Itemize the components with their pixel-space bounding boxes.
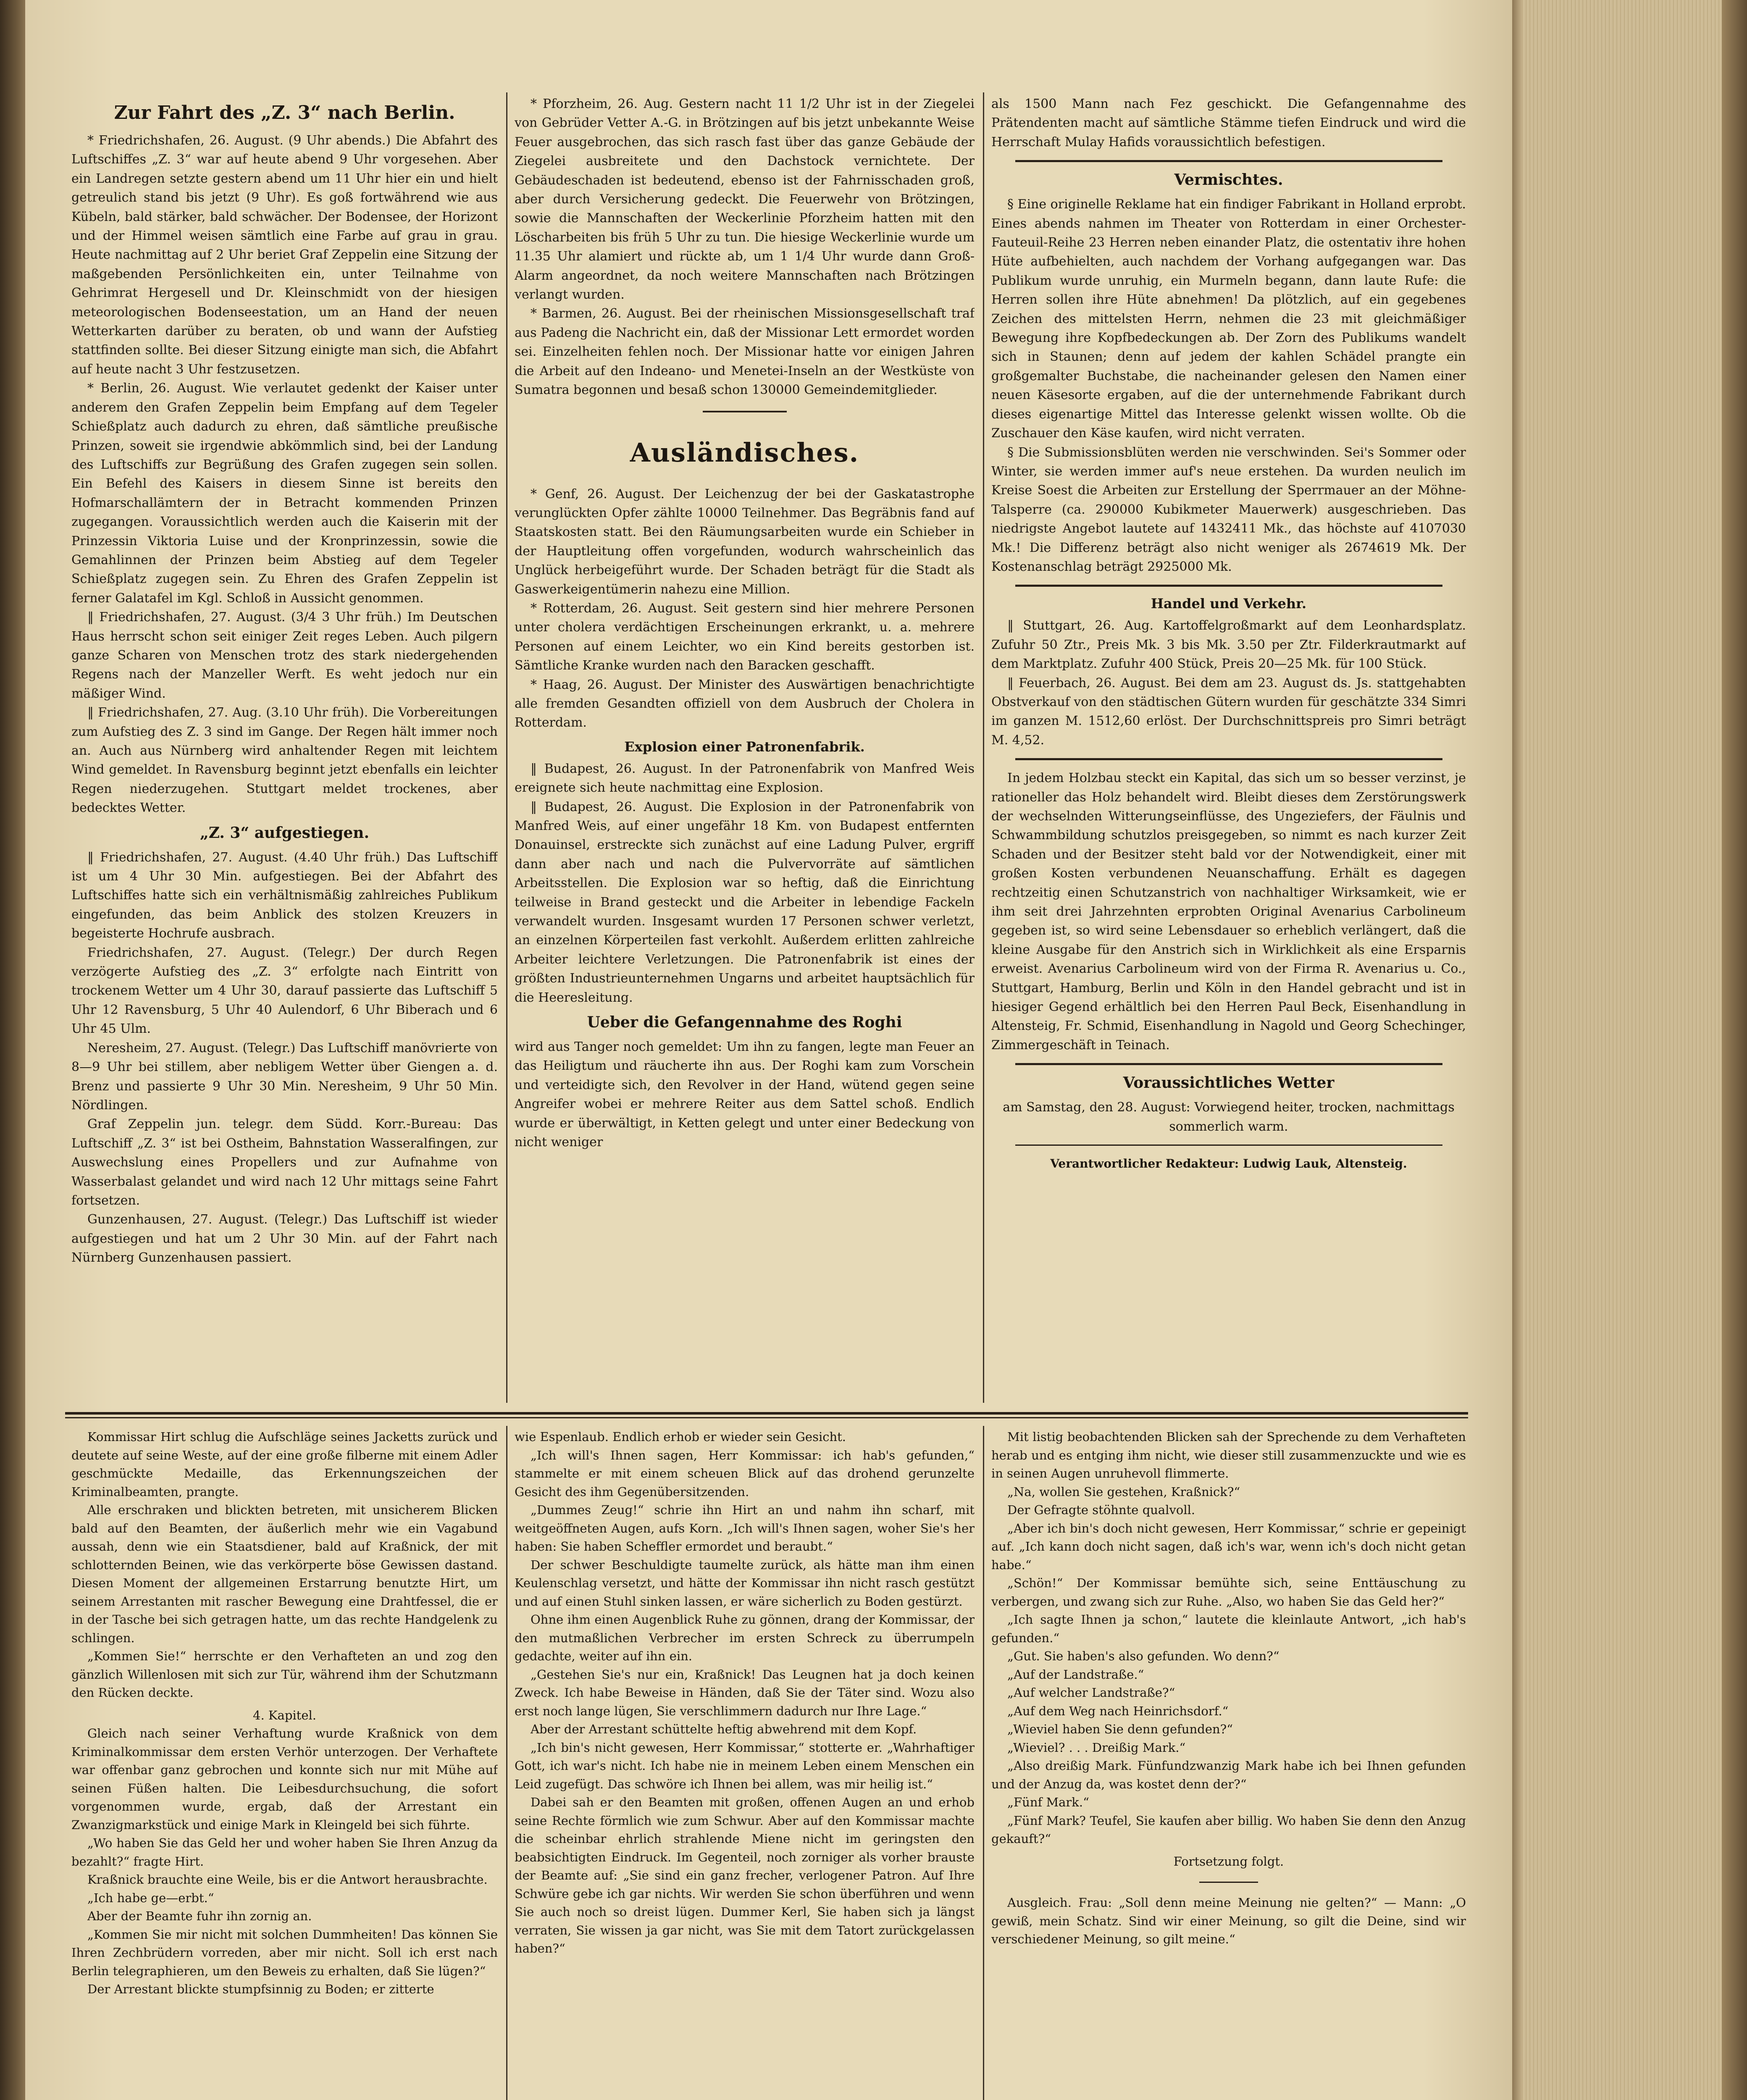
paragraph: „Ich will's Ihnen sagen, Herr Kommissar: ich hab's gefunden,“ stammelte er mit einem scheuen Blick auf das drohend gerunzelte Gesicht des ihm Gegenübersitzenden. (515, 1448, 975, 1499)
paragraph: Friedrichshafen, 27. August. (Telegr.) Der durch Regen verzögerte Aufstieg des „Z. 3“ erfolgte nach Eintritt von trockenem Wetter um 4 Uhr 30, darauf passierte das Luftschiff 5 Uhr 12 Ravensburg, 5 Uhr 40 Aulendorf, 6 Uhr Biberach und 6 Uhr 45 Ulm. (71, 945, 498, 1037)
column-rule (506, 92, 507, 1403)
paragraph: Kommissar Hirt schlug die Aufschläge seines Jacketts zurück und deutete auf seine Weste, auf der eine große filberne mit einem Adler geschmückte Medaille, das Erkennungszeichen der Kriminalbeamten, prangte. (71, 1430, 498, 1499)
page-edge-shadow (1512, 0, 1522, 2100)
editor-line: Verantwortlicher Redakteur: Ludwig Lauk, Altensteig. (1050, 1157, 1407, 1171)
paragraph: „Na, wollen Sie gestehen, Kraßnick?“ (1007, 1484, 1240, 1499)
article-title: Zur Fahrt des „Z. 3“ nach Berlin. (114, 102, 455, 123)
section-heading: Voraussichtliches Wetter (1123, 1074, 1335, 1092)
continuation-note: Fortsetzung folgt. (1173, 1854, 1284, 1869)
separator-rule (1015, 585, 1442, 587)
paragraph: „Schön!“ Der Kommissar bemühte sich, seine Enttäuschung zu verbergen, und zwang sich zur Ruhe. „Also, wo haben Sie das Geld her?“ (991, 1576, 1466, 1609)
paragraph: Der Arrestant blickte stumpfsinnig zu Boden; er zitterte (87, 1982, 434, 1996)
paragraph: Der Gefragte stöhnte qualvoll. (1007, 1503, 1195, 1517)
feuilleton-divider (65, 1412, 1468, 1415)
separator-rule (1015, 758, 1442, 760)
paragraph: Der schwer Beschuldigte taumelte zurück, als hätte man ihm einen Keulenschlag versetzt, und hätte der Kommissar ihn nicht rasch gestützt und auf einen Stuhl sinken lassen, er wäre sicherlich zu Boden gestürzt. (515, 1557, 975, 1609)
paragraph: ‖ Friedrichshafen, 27. August. (4.40 Uhr früh.) Das Luftschiff ist um 4 Uhr 30 Min. aufgestiegen. Bei der Abfahrt des Luftschiffes hatte sich ein verhältnismäßig zahlreiches Publikum eingefunden, das beim Anblick des stolzen Kreuzers in begeisterte Hochrufe ausbrach. (71, 850, 498, 941)
paragraph: Gunzenhausen, 27. August. (Telegr.) Das Luftschiff ist wieder aufgestiegen und hat um 2 Uhr 30 Min. auf der Fahrt nach Nürnberg Gunzenhausen passiert. (71, 1212, 498, 1265)
paragraph: „Wieviel? . . . Dreißig Mark.“ (1007, 1740, 1186, 1755)
section-heading: Ueber die Gefangennahme des Roghi (587, 1013, 902, 1032)
feuilleton-divider (65, 1417, 1468, 1418)
paragraph: als 1500 Mann nach Fez geschickt. Die Gefangennahme des Prätendenten macht auf sämtliche Stämme tiefen Eindruck und wird die Herrschaft Mulay Hafids voraussichtlich befestigen. (991, 97, 1466, 150)
paragraph: „Wo haben Sie das Geld her und woher haben Sie Ihren Anzug da bezahlt?“ fragte Hirt. (71, 1836, 498, 1869)
paragraph: ‖ Feuerbach, 26. August. Bei dem am 23. August ds. Js. stattgehabten Obstverkauf von den städtischen Gütern wurden für geschätzte 334 Simri im ganzen M. 1512,60 erlöst. Der Durchschnittspreis pro Simri beträgt M. 4,52. (991, 675, 1466, 748)
paragraph: „Auf der Landstraße.“ (1007, 1667, 1144, 1682)
binding-left (0, 0, 25, 2100)
paragraph: ‖ Stuttgart, 26. Aug. Kartoffelgroßmarkt auf dem Leonhardsplatz. Zufuhr 50 Ztr., Preis Mk. 3 bis Mk. 3.50 per Ztr. Filderkrautmarkt auf dem Marktplatz. Zufuhr 400 Stück, Preis 20—25 Mk. für 100 Stück. (991, 618, 1466, 672)
page-stack-edge (1512, 0, 1747, 2100)
paragraph: „Auf dem Weg nach Heinrichsdorf.“ (1007, 1704, 1229, 1718)
paragraph: „Also dreißig Mark. Fünfundzwanzig Mark habe ich bei Ihnen gefunden und der Anzug da, was kostet denn der?“ (991, 1759, 1466, 1791)
feuilleton-column-1 (71, 1428, 498, 2100)
paragraph: „Gestehen Sie's nur ein, Kraßnick! Das Leugnen hat ja doch keinen Zweck. Ich habe Beweise in Händen, daß Sie der Täter sind. Wozu also erst noch lange lügen, Sie verschlimmern dadurch nur Ihre Lage.“ (515, 1667, 975, 1718)
feuilleton-column-2 (515, 1428, 975, 2100)
newspaper-page (25, 0, 1512, 2100)
paragraph: „Ich sagte Ihnen ja schon,“ lautete die kleinlaute Antwort, „ich hab's gefunden.“ (991, 1612, 1466, 1645)
separator-rule (1015, 1063, 1442, 1065)
chapter-heading: 4. Kapitel. (253, 1708, 316, 1722)
paragraph: * Berlin, 26. August. Wie verlautet gedenkt der Kaiser unter anderem den Grafen Zeppelin beim Empfang auf dem Tegeler Schießplatz auch dadurch zu ehren, daß sämtliche preußische Prinzen, soweit sie irgendwie abkömmlich sind, bei der Landung des Luftschiffs zur Begrüßung des Grafen zugegen sein sollen. Ein Befehl des Kaisers in diesem Sinne ist bereits den Hofmarschallämtern der in Betracht kommenden Prinzen zugegangen. Voraussichtlich werden auch die Kaiserin mit der Prinzessin Viktoria Luise und der Kronprinzessin, sowie die Gemahlinnen der Prinzen beim Abstieg auf dem Tegeler Schießplatz zugegen sein. Zu Ehren des Grafen Zeppelin ist ferner Galatafel im Kgl. Schloß in Aussicht genommen. (71, 381, 498, 606)
paragraph: Aber der Beamte fuhr ihn zornig an. (87, 1909, 312, 1923)
paragraph: Ohne ihm einen Augenblick Ruhe zu gönnen, drang der Kommissar, der den mutmaßlichen Verbrecher im ersten Schreck zu überrumpeln gedachte, weiter auf ihn ein. (515, 1612, 975, 1663)
paragraph: Ausgleich. Frau: „Soll denn meine Meinung nie gelten?“ — Mann: „O gewiß, mein Schatz. Sind wir einer Meinung, so gilt die Deine, sind wir verschiedener Meinung, so gilt meine.“ (991, 1895, 1466, 1946)
paragraph: wie Espenlaub. Endlich erhob er wieder sein Gesicht. (515, 1430, 846, 1444)
paragraph: § Eine originelle Reklame hat ein findiger Fabrikant in Holland erprobt. Eines abends nahmen im Theater von Rotterdam in einer Orchester-Fauteuil-Reihe 23 Herren neben einander Platz, die ostentativ ihre hohen Hüte aufbehielten, auch nachdem der Vorhang aufgegangen war. Das Publikum wurde unruhig, ein Murmeln begann, dann laute Rufe: die Herren sollen ihre Hüte abnehmen! Da plötzlich, auf ein gegebenes Zeichen des mittelsten Herrn, nehmen die 23 mit gleichmäßiger Bewegung ihre Kopfbedeckungen ab. Der Zorn des Publikums wandelt sich in Staunen; denn auf jedem der kahlen Schädel prangte ein großgemalter Buchstabe, die nacheinander gelesen den Namen einer neuen Käsesorte ergaben, auf die der unternehmende Fabrikant durch dieses eigenartige Mittel das Interesse gelenkt wissen wollte. Ob die Zuschauer den Käse kaufen, wird nicht verraten. (991, 197, 1466, 441)
paragraph: * Haag, 26. August. Der Minister des Auswärtigen benachrichtigte alle fremden Gesandten offiziell von dem Ausbruch der Cholera in Rotterdam. (515, 677, 975, 730)
separator-rule (1199, 1882, 1258, 1883)
paragraph: „Ich habe ge—erbt.“ (87, 1890, 214, 1905)
paragraph: Aber der Arrestant schüttelte heftig abwehrend mit dem Kopf. (531, 1722, 917, 1736)
separator-rule (703, 411, 787, 412)
paragraph: „Aber ich bin's doch nicht gewesen, Herr Kommissar,“ schrie er gepeinigt auf. „Ich kann doch nicht sagen, daß ich's war, wenn ich's doch nicht getan habe.“ (991, 1521, 1466, 1572)
feuilleton-column-3 (991, 1428, 1466, 2100)
paragraph: * Friedrichshafen, 26. August. (9 Uhr abends.) Die Abfahrt des Luftschiffes „Z. 3“ war auf heute abend 9 Uhr vorgesehen. Aber ein Landregen setzte gestern abend um 11 Uhr hier ein und hielt getreulich stand bis jetzt (9 Uhr). Es goß fortwährend wie aus Kübeln, bald stärker, bald schwächer. Der Bodensee, der Horizont und der Himmel weisen sämtlich eine Farbe auf grau in grau. Heute nachmittag auf 2 Uhr beriet Graf Zeppelin eine Sitzung der maßgebenden Persönlichkeiten ein, unter Teilnahme von Gehrimrat Hergesell und Dr. Kleinschmidt von der hiesigen meteorologischen Bodenseestation, um an Hand der neuen Wetterkarten darüber zu beraten, ob und wann der Aufstieg stattfinden sollte. Bei dieser Sitzung einigte man sich, die Abfahrt auf heute nacht 3 Uhr festzusetzen. (71, 133, 498, 377)
paragraph: * Rotterdam, 26. August. Seit gestern sind hier mehrere Personen unter cholera verdächtigen Erscheinungen erkrankt, u. a. mehrere Personen auf einem Leichter, wo ein Kind bereits gestorben ist. Sämtliche Kranke wurden nach den Baracken geschafft. (515, 601, 975, 673)
column-2 (515, 94, 975, 1409)
paragraph: „Dummes Zeug!“ schrie ihn Hirt an und nahm ihn scharf, mit weitgeöffneten Augen, aufs Korn. „Ich will's Ihnen sagen, woher Sie's her haben: Sie haben Scheffler ermordet und beraubt.“ (515, 1503, 975, 1554)
paragraph: * Genf, 26. August. Der Leichenzug der bei der Gaskatastrophe verunglückten Opfer zählte 10000 Teilnehmer. Das Begräbnis fand auf Staatskosten statt. Bei den Räumungsarbeiten wurde ein Schieber in der Hauptleitung offen vorgefunden, wodurch wahrscheinlich das Unglück herbeigeführt wurde. Der Schaden beträgt für die Stadt als Gaswerkeigentümerin nahezu eine Million. (515, 486, 975, 597)
column-rule (506, 1426, 507, 2100)
paragraph: „Kommen Sie mir nicht mit solchen Dummheiten! Das können Sie Ihren Zechbrüdern vorreden, aber mir nicht. Soll ich erst nach Berlin telegraphieren, um den Beweis zu erhalten, daß Sie lügen?“ (71, 1927, 498, 1978)
paragraph: * Pforzheim, 26. Aug. Gestern nacht 11 1/2 Uhr ist in der Ziegelei von Gebrüder Vetter A.-G. in Brötzingen auf bis jetzt unbekannte Weise Feuer ausgebrochen, das sich rasch fast über das ganze Gebäude der Ziegelei ausbreitete und den Dachstock vernichtete. Der Gebäudeschaden ist bedeutend, ebenso ist der Fahrnisschaden groß, aber durch Versicherung gedeckt. Die Feuerwehr von Brötzingen, sowie die Mannschaften der Weckerlinie Pforzheim hatten mit den Löscharbeiten bis früh 5 Uhr zu tun. Die hiesige Weckerlinie wurde um 11.35 Uhr alamiert und rückte ab, um 1 1/4 Uhr wurde dann Groß-Alarm angeordnet, da noch weitere Mannschaften nach Brötzingen verlangt wurden. (515, 97, 975, 302)
separator-rule (1015, 160, 1442, 162)
paragraph: ‖ Friedrichshafen, 27. Aug. (3.10 Uhr früh). Die Vorbereitungen zum Aufstieg des Z. 3 sind im Gange. Der Regen hält immer noch an. Auch aus Nürnberg wird anhaltender Regen mit leichtem Wind gemeldet. In Ravensburg beginnt jetzt ebenfalls ein leichter Regen niederzugehen. Stuttgart meldet trockenes, aber bedecktes Wetter. (71, 705, 498, 816)
paragraph: Mit listig beobachtenden Blicken sah der Sprechende zu dem Verhafteten herab und es entging ihm nicht, wie dieser still zusammenzuckte und wie es in seinen Augen unruhevoll flimmerte. (991, 1430, 1466, 1480)
paragraph: In jedem Holzbau steckt ein Kapital, das sich um so besser verzinst, je rationeller das Holz behandelt wird. Bleibt dieses dem Zerstörungswerk der wechselnden Witterungseinflüsse, des Ungeziefers, der Fäulnis und Schwammbildung schutzlos preisgegeben, so nimmt es nach kurzer Zeit Schaden und der Besitzer steht bald vor der Notwendigkeit, einer mit großen Kosten verbundenen Neuanschaffung. Erhält es dagegen rechtzeitig einen Schutzanstrich von nachhaltiger Wirksamkeit, wie er ihm seit drei Jahrzehnten erprobten Original Avenarius Carbolineum gegeben ist, so wird seine Lebensdauer so erheblich verlängert, daß die kleine Ausgabe für den Anstrich sich in Wirklichkeit als eine Ersparnis erweist. Avenarius Carbolineum wird von der Firma R. Avenarius u. Co., Stuttgart, Hamburg, Berlin und Köln in den Handel gebracht und ist in hiesiger Gegend erhältlich bei den Herren Paul Beck, Eisenhandlung in Altensteig, Fr. Schmid, Eisenhandlung in Nagold und Georg Schechinger, Zimmergeschäft in Teinach. (991, 771, 1466, 1053)
paragraph: Graf Zeppelin jun. telegr. dem Südd. Korr.-Bureau: Das Luftschiff „Z. 3“ ist bei Ostheim, Bahnstation Wasseralfingen, zur Auswechslung eines Propellers und zur Aufnahme von Wasserbalast gelandet und wird nach 12 Uhr mittags seine Fahrt fortsetzen. (71, 1117, 498, 1208)
column-1 (71, 97, 498, 1411)
section-heading: „Z. 3“ aufgestiegen. (200, 824, 370, 842)
paragraph: ‖ Friedrichshafen, 27. August. (3/4 3 Uhr früh.) Im Deutschen Haus herrscht schon seit einiger Zeit reges Leben. Auch pilgern ganze Scharen von Menschen trotz des stark niedergehenden Regens nach der Manzeller Werft. Es weht jedoch nur ein mäßiger Wind. (71, 610, 498, 701)
paragraph: „Kommen Sie!“ herrschte er den Verhafteten an und zog den gänzlich Willenlosen mit sich zur Tür, während ihm der Schutzmann den Rücken deckte. (71, 1649, 498, 1700)
paragraph: Gleich nach seiner Verhaftung wurde Kraßnick von dem Kriminalkommissar dem ersten Verhör unterzogen. Der Verhaftete war offenbar ganz gebrochen und konnte sich nur mit Mühe auf seinen Füßen halten. Die Leibesdurchsuchung, die sofort vorgenommen wurde, ergab, daß der Arrestant ein Zwanzigmarkstück und einige Mark in Kleingeld bei sich führte. (71, 1726, 498, 1832)
paragraph: „Gut. Sie haben's also gefunden. Wo denn?“ (1007, 1649, 1279, 1663)
section-title-foreign: Ausländisches. (630, 437, 859, 468)
paragraph: Dabei sah er den Beamten mit großen, offenen Augen an und erhob seine Rechte förmlich wie zum Schwur. Aber auf den Kommissar machte die scheinbar ehrlich strahlende Miene nicht im geringsten den beabsichtigten Eindruck. Im Gegenteil, noch zorniger als vorher brauste der Beamte auf: „Sie sind ein ganz frecher, verlogener Patron. Auf Ihre Schwüre gebe ich gar nichts. Wir werden Sie schon überführen und wenn Sie auch noch so dreist lügen. Dummer Kerl, Sie haben sich ja längst verraten, Sie wissen ja gar nicht, was Sie mit dem Tatort zurückgelassen haben?“ (515, 1795, 975, 1956)
book-cover-edge (1722, 0, 1747, 2100)
paragraph: wird aus Tanger noch gemeldet: Um ihn zu fangen, legte man Feuer an das Heiligtum und räucherte ihn aus. Der Roghi kam zum Vorschein und verteidigte sich, den Revolver in der Hand, wütend gegen seine Angreifer wobei er mehrere Reiter aus dem Sattel schoß. Endlich wurde er überwältigt, in Ketten gelegt und unter einer Bedeckung von nicht weniger (515, 1040, 975, 1150)
paragraph: ‖ Budapest, 26. August. Die Explosion in der Patronenfabrik von Manfred Weis, auf einer ungefähr 18 Km. von Budapest entfernten Donauinsel, erstreckte sich zunächst auf eine Ladung Pulver, ergriff dann aber nach und nach die Pulvervorräte auf sämtlichen Arbeitsstellen. Die Explosion war so heftig, daß die Einrichtung teilweise in Brand gesteckt und die Arbeiter in lebendige Fackeln verwandelt wurden. Insgesamt wurden 17 Personen schwer verletzt, an einzelnen Körperteilen fast verkohlt. Außerdem erlitten zahlreiche Arbeiter leichtere Verletzungen. Die Patronenfabrik ist eines der größten Industrieunternehmen Ungarns und arbeitet hauptsächlich für die Heeresleitung. (515, 799, 975, 1005)
section-heading: Vermischtes. (1174, 171, 1283, 189)
paragraph: * Barmen, 26. August. Bei der rheinischen Missionsgesellschaft traf aus Padeng die Nachricht ein, daß der Missionar Lett ermordet worden sei. Einzelheiten fehlen noch. Der Missionar hatte vor einigen Jahren die Arbeit auf den Indeano- und Menetei-Inseln an der Westküste von Sumatra begonnen und besaß schon 130000 Gemeindemitglieder. (515, 306, 975, 398)
paragraph: Kraßnick brauchte eine Weile, bis er die Antwort herausbrachte. (87, 1872, 488, 1887)
paragraph: Neresheim, 27. August. (Telegr.) Das Luftschiff manövrierte von 8—9 Uhr bei stillem, aber nebligem Wetter über Giengen a. d. Brenz und passierte 9 Uhr 30 Min. Neresheim, 9 Uhr 50 Min. Nördlingen. (71, 1040, 498, 1113)
column-rule (983, 92, 984, 1403)
paragraph: „Wieviel haben Sie denn gefunden?“ (1007, 1722, 1233, 1736)
paragraph: ‖ Budapest, 26. August. In der Patronenfabrik von Manfred Weis ereignete sich heute nachmittag eine Explosion. (515, 761, 975, 795)
column-3 (991, 94, 1466, 1388)
paragraph: am Samstag, den 28. August: Vorwiegend heiter, trocken, nachmittags sommerlich warm. (1003, 1100, 1455, 1134)
section-heading: Handel und Verkehr. (1151, 596, 1307, 612)
paragraph: Alle erschraken und blickten betreten, mit unsicherem Blicken bald auf den Beamten, der äußerlich mehr wie ein Vagabund aussah, denn wie ein Staatsdiener, bald auf Kraßnick, der mit schlotternden Beinen, wie das verkörperte böse Gewissen dastand. Diesen Moment der allgemeinen Erstarrung benutzte Hirt, um seinem Arrestanten mit rascher Bewegung eine Drahtfessel, die er in der Tasche bei sich getragen hatte, um das rechte Handgelenk zu schlingen. (71, 1503, 498, 1645)
paragraph: „Fünf Mark.“ (1007, 1795, 1089, 1809)
paragraph: „Fünf Mark? Teufel, Sie kaufen aber billig. Wo haben Sie denn den Anzug gekauft?“ (991, 1813, 1466, 1846)
column-rule (983, 1426, 984, 2100)
paragraph: „Auf welcher Landstraße?“ (1007, 1685, 1175, 1700)
section-heading: Explosion einer Patronenfabrik. (624, 738, 865, 755)
paragraph: „Ich bin's nicht gewesen, Herr Kommissar,“ stotterte er. „Wahrhaftiger Gott, ich war's nicht. Ich habe nie in meinem Leben einem Menschen ein Leid zugefügt. Das schwöre ich Ihnen bei allem, was mir heilig ist.“ (515, 1740, 975, 1791)
paragraph: § Die Submissionsblüten werden nie verschwinden. Sei's Sommer oder Winter, sie werden immer auf's neue erstehen. Da wurden neulich im Kreise Soest die Arbeiten zur Erstellung der Sperrmauer an der Möhne-Talsperre (ca. 290000 Kubikmeter Mauerwerk) ausgeschrieben. Das niedrigste Angebot lautete auf 1432411 Mk., das höchste auf 4107030 Mk.! Die Differenz beträgt also nicht weniger als 2674619 Mk. Der Kostenanschlag beträgt 2925000 Mk. (991, 445, 1466, 574)
separator-rule (1015, 1144, 1442, 1146)
